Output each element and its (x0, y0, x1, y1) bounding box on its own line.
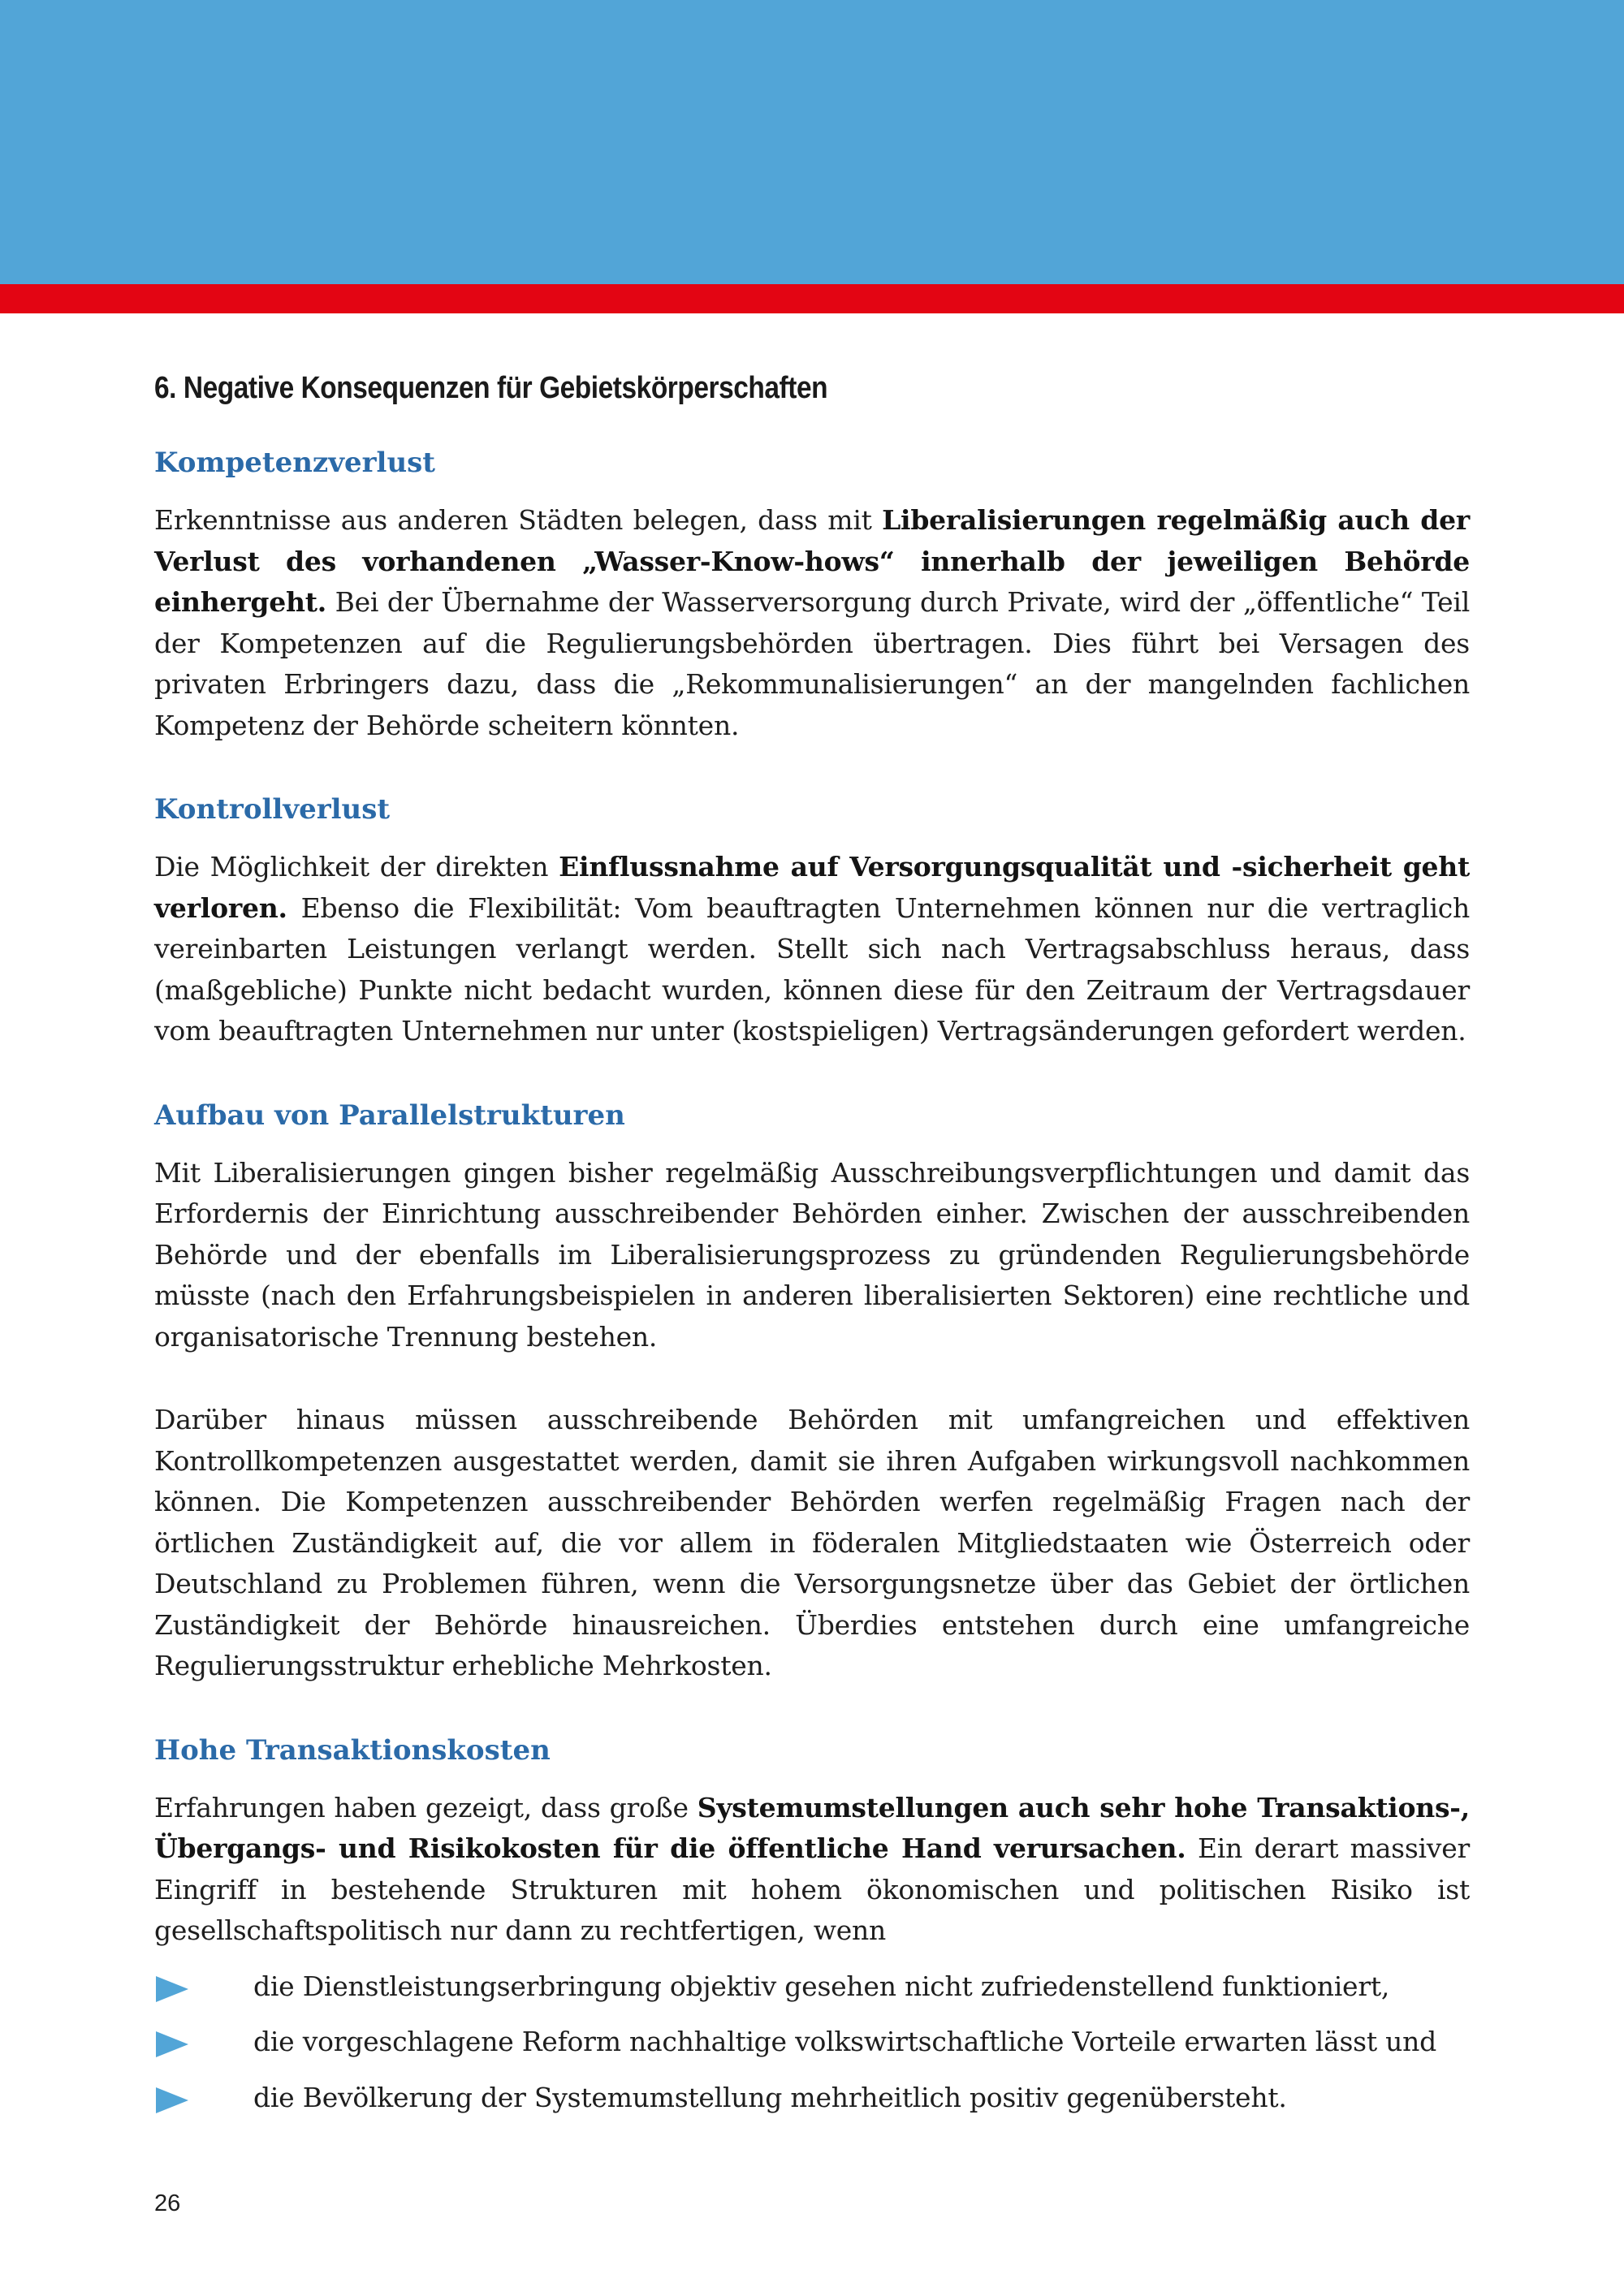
section-heading-transaktionskosten: Hohe Transaktionskosten (154, 1733, 551, 1767)
text-run: Bei der Übernahme der Wasserversorgung durch Private, wird der „öffentliche“ Teil der Kompetenzen auf die Regulierungsbehörden übertragen. Dies führt bei Versagen des privaten Erbringers dazu, dass die „Rekommunalisierungen“ an der mangelnden fachlichen Kompetenz der Behörde scheitern könnten. (154, 586, 1470, 741)
section-heading-kontrollverlust: Kontrollverlust (154, 793, 391, 826)
list-item (154, 2078, 1470, 2119)
paragraph-transaktionskosten (154, 1788, 1470, 1952)
list-item (154, 2022, 1470, 2063)
paragraph-kontrollverlust (154, 847, 1470, 1052)
bullet-list (154, 1966, 1470, 2119)
list-item (154, 1966, 1470, 2008)
page-number: 26 (154, 2190, 181, 2216)
section-heading-kompetenzverlust: Kompetenzverlust (154, 447, 436, 479)
text-run: Erkenntnisse aus anderen Städten belegen, dass mit (154, 504, 883, 536)
paragraph-parallelstrukturen-2: Darüber hinaus müssen ausschreibende Behörden mit umfangreichen und effektiven Kontrollkompetenzen ausgestattet werden, damit sie ihren Aufgaben wirkungsvoll nachkommen können. Die Kompetenzen ausschreibender Behörden werfen regelmäßig Fragen nach der örtlichen Zuständigkeit auf, die vor allem in föderalen Mitgliedstaaten wie Österreich oder Deutschland zu Problemen führen, wenn die Versorgungsnetze über das Gebiet der örtlichen Zuständigkeit der Behörde hinausreichen. Überdies entstehen durch eine umfangreiche Regulierungsstruktur erhebliche Mehrkosten. (154, 1404, 1470, 1681)
text-run: Ein derart massiver Eingriff in bestehende Strukturen mit hohem ökonomischen und politischen Risiko ist gesellschaftspolitisch nur dann zu rechtfertigen, wenn (154, 1832, 1470, 1946)
header-stripe (0, 284, 1624, 313)
arrow-bullet-icon (156, 2031, 188, 2057)
paragraph-kompetenzverlust (154, 500, 1470, 746)
text-run: Die Möglichkeit der direkten (154, 851, 559, 883)
bold-text-run: Liberalisierungen regelmäßig auch der Verlust des vorhandenen „Wasser-Know-hows“ innerhalb der jeweiligen Behörde einhergeht. (154, 504, 1470, 618)
paragraph-parallelstrukturen-1: Mit Liberalisierungen gingen bisher regelmäßig Ausschreibungsverpflichtungen und damit das Erfordernis der Einrichtung ausschreibender Behörden einher. Zwischen der ausschreibenden Behörde und der ebenfalls im Liberalisierungsprozess zu gründenden Regulierungsbehörde müsste (nach den Erfahrungsbeispielen in anderen liberalisierten Sektoren) eine rechtliche und organisatorische Trennung bestehen. (154, 1156, 1470, 1353)
list-item-text: die Bevölkerung der Systemumstellung mehrheitlich positiv gegenübersteht. (253, 2081, 1287, 2113)
page-title: 6. Negative Konsequenzen für Gebietskörperschaften (154, 371, 828, 405)
bold-text-run: Einflussnahme auf Versorgungsqualität und -sicherheit geht verloren. (154, 851, 1470, 924)
arrow-bullet-icon (156, 1976, 188, 2002)
text-run: Ebenso die Flexibilität: Vom beauftragten Unternehmen können nur die vertraglich vereinbarten Leistungen verlangt werden. Stellt sich nach Vertragsabschluss heraus, dass (maßgebliche) Punkte nicht bedacht wurden, können diese für den Zeitraum der Vertragsdauer vom beauftragten Unternehmen nur unter (kostspieligen) Vertragsänderungen gefordert werden. (154, 891, 1470, 1047)
list-item-text: die vorgeschlagene Reform nachhaltige volkswirtschaftliche Vorteile erwarten lässt und (253, 2026, 1436, 2057)
section-heading-parallelstrukturen: Aufbau von Parallelstrukturen (154, 1098, 625, 1132)
arrow-bullet-icon (156, 2087, 188, 2113)
header-banner (0, 0, 1624, 284)
page-content (154, 364, 1470, 2133)
text-run: Erfahrungen haben gezeigt, dass große (154, 1791, 698, 1823)
list-item-text: die Dienstleistungserbringung objektiv gesehen nicht zufriedenstellend funktioniert, (253, 1970, 1390, 2002)
bold-text-run: Systemumstellungen auch sehr hohe Transaktions-, Übergangs- und Risikokosten für die öffentliche Hand verursachen. (154, 1791, 1470, 1864)
